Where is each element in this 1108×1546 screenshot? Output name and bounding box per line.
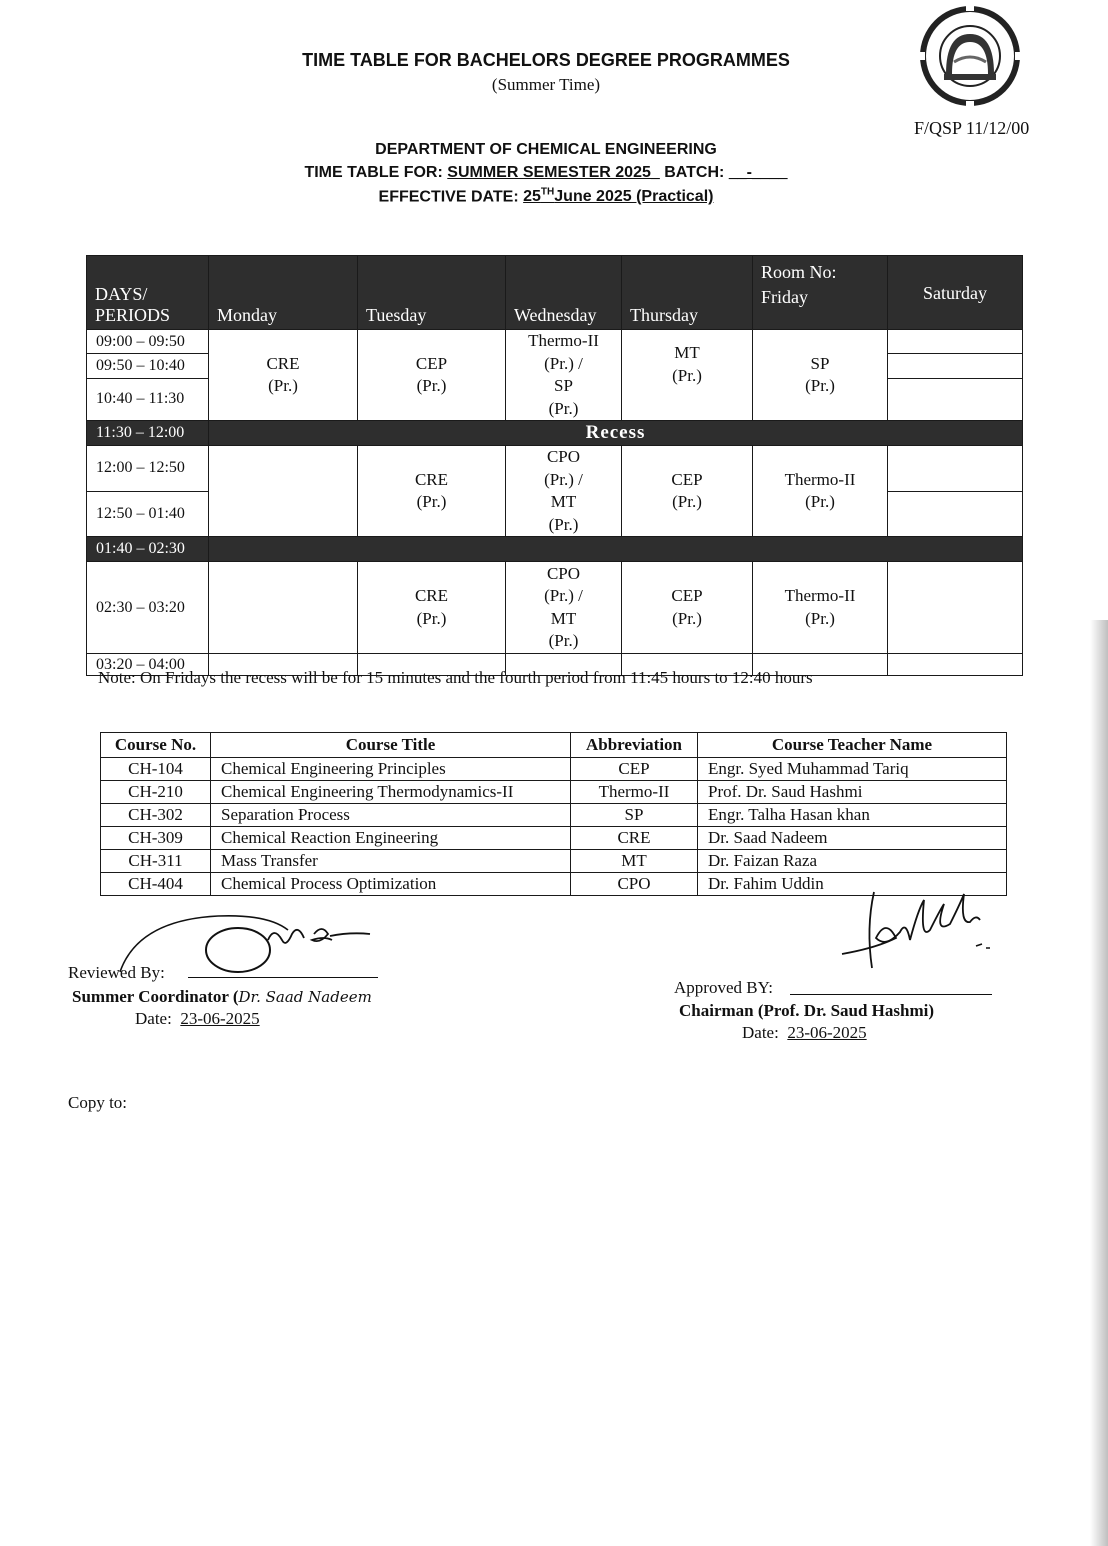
- cell-friday-block1: SP (Pr.): [753, 330, 888, 421]
- effective-date-line: [0, 187, 1092, 206]
- course-no: CH-302: [101, 804, 211, 827]
- day-header-saturday: Saturday: [888, 256, 1023, 330]
- day-header-friday: Room No: Friday: [753, 256, 888, 330]
- period-3: 10:40 – 11:30: [87, 378, 209, 420]
- course-title: Chemical Engineering Thermodynamics-II: [211, 781, 571, 804]
- period-8: 02:30 – 03:20: [87, 562, 209, 654]
- department-heading: [0, 141, 1092, 159]
- period-9: 03:20 – 04:00: [87, 654, 209, 676]
- cell-monday-block1: CRE (Pr.): [209, 330, 358, 421]
- batch-value: __-____: [728, 164, 788, 181]
- cell-wednesday-block2: CPO (Pr.) / MT (Pr.): [506, 446, 622, 537]
- batch-label: BATCH:: [664, 164, 725, 181]
- day-header-monday: Monday: [209, 256, 358, 330]
- course-title: Chemical Engineering Principles: [211, 758, 571, 781]
- form-code: F/QSP 11/12/00: [914, 118, 1030, 138]
- day-header-tuesday: Tuesday: [358, 256, 506, 330]
- cell-saturday-2: [888, 354, 1023, 378]
- period-1: 09:00 – 09:50: [87, 330, 209, 354]
- handwritten-coordinator-name: Dr. Saad Nadeem: [238, 988, 372, 1006]
- course-abbreviation: CPO: [571, 873, 698, 896]
- table-row: [101, 804, 1007, 827]
- semester-value: SUMMER SEMESTER 2025_: [447, 164, 660, 181]
- course-teacher: Prof. Dr. Saud Hashmi: [698, 781, 1007, 804]
- timetable: [86, 255, 1022, 679]
- course-teacher: Engr. Syed Muhammad Tariq: [698, 758, 1007, 781]
- reviewed-by-label: Reviewed By:: [68, 963, 165, 982]
- cell-thursday-block2: CEP (Pr.): [622, 446, 753, 537]
- cell-thursday-block1: MT (Pr.): [622, 330, 753, 421]
- course-teacher: Dr. Faizan Raza: [698, 850, 1007, 873]
- course-no: CH-404: [101, 873, 211, 896]
- page-edge-shadow: [1090, 620, 1108, 1546]
- copy-to-label: Copy to:: [68, 1093, 128, 1112]
- course-title: Separation Process: [211, 804, 571, 827]
- course-no: CH-311: [101, 850, 211, 873]
- abbreviation-header: Abbreviation: [571, 733, 698, 758]
- period-recess: 11:30 – 12:00: [87, 421, 209, 446]
- course-abbreviation: CRE: [571, 827, 698, 850]
- summer-coordinator-label: Summer Coordinator (Dr. Saad Nadeem: [72, 987, 372, 1006]
- recess-row: [209, 421, 1023, 446]
- friday-note: Note: On Fridays the recess will be for 15 minutes and the fourth period from 11:45 hours to 12:40 hours: [98, 668, 813, 687]
- for-label: TIME TABLE FOR:: [304, 164, 443, 181]
- room-no-label: Room No:: [761, 262, 837, 282]
- day-header-thursday: Thursday: [622, 256, 753, 330]
- break-row: [209, 537, 1023, 562]
- cell-tuesday-block1: CEP (Pr.): [358, 330, 506, 421]
- period-5: 12:00 – 12:50: [87, 446, 209, 492]
- course-abbreviation: SP: [571, 804, 698, 827]
- period-6: 12:50 – 01:40: [87, 491, 209, 537]
- approver-signature: [836, 888, 996, 988]
- course-no: CH-104: [101, 758, 211, 781]
- timetable-for-line: [0, 164, 1092, 182]
- cell-saturday-8: [888, 562, 1023, 654]
- course-no-header: Course No.: [101, 733, 211, 758]
- course-abbreviation: MT: [571, 850, 698, 873]
- period-2: 09:50 – 10:40: [87, 354, 209, 378]
- cell-monday-block3: [209, 562, 358, 654]
- cell-saturday-5: [888, 446, 1023, 492]
- document-subtitle: (Summer Time): [491, 75, 601, 94]
- course-no: CH-309: [101, 827, 211, 850]
- course-title: Chemical Reaction Engineering: [211, 827, 571, 850]
- course-teacher: Dr. Fahim Uddin: [698, 873, 1007, 896]
- course-abbreviation: CEP: [571, 758, 698, 781]
- course-title: Chemical Process Optimization: [211, 873, 571, 896]
- day-header-wednesday: Wednesday: [506, 256, 622, 330]
- approval-signature-line: [790, 994, 992, 995]
- approved-by-label: Approved BY:: [674, 978, 774, 997]
- cell-tuesday-block2: CRE (Pr.): [358, 446, 506, 537]
- reviewer-signature: [118, 910, 388, 982]
- cell-tuesday-block3: CRE (Pr.): [358, 562, 506, 654]
- cell-saturday-9: [888, 654, 1023, 676]
- cell-thursday-block3: CEP (Pr.): [622, 562, 753, 654]
- cell-friday-block3: Thermo-II (Pr.): [753, 562, 888, 654]
- cell-wednesday-block1: Thermo-II (Pr.) / SP (Pr.): [506, 330, 622, 421]
- course-abbreviation: Thermo-II: [571, 781, 698, 804]
- effective-label: EFFECTIVE DATE:: [378, 188, 519, 206]
- table-row: [101, 850, 1007, 873]
- recess-label: Recess: [585, 422, 646, 443]
- cell-saturday-6: [888, 491, 1023, 537]
- cell-saturday-1: [888, 330, 1023, 354]
- table-row: [101, 827, 1007, 850]
- cell-friday-block2: Thermo-II (Pr.): [753, 446, 888, 537]
- table-row: [101, 758, 1007, 781]
- course-title: Mass Transfer: [211, 850, 571, 873]
- table-row: [101, 781, 1007, 804]
- approval-date: Date: 23-06-2025: [742, 1023, 867, 1042]
- department-label: DEPARTMENT OF CHEMICAL ENGINEERING: [375, 141, 717, 158]
- course-teacher: Dr. Saad Nadeem: [698, 827, 1007, 850]
- teacher-header: Course Teacher Name: [698, 733, 1007, 758]
- review-date: Date: 23-06-2025: [135, 1009, 260, 1028]
- cell-monday-block2: [209, 446, 358, 537]
- course-no: CH-210: [101, 781, 211, 804]
- cell-wednesday-block3: CPO (Pr.) / MT (Pr.): [506, 562, 622, 654]
- cell-saturday-3: [888, 378, 1023, 420]
- chairman-label: Chairman (Prof. Dr. Saud Hashmi): [679, 1001, 935, 1020]
- corner-header: DAYS/ PERIODS: [87, 256, 209, 330]
- course-title-header: Course Title: [211, 733, 571, 758]
- period-break: 01:40 – 02:30: [87, 537, 209, 562]
- effective-date: 25THJune 2025 (Practical): [523, 187, 714, 206]
- course-table: [100, 732, 1006, 896]
- document-title: TIME TABLE FOR BACHELORS DEGREE PROGRAMMES: [302, 50, 790, 70]
- course-teacher: Engr. Talha Hasan khan: [698, 804, 1007, 827]
